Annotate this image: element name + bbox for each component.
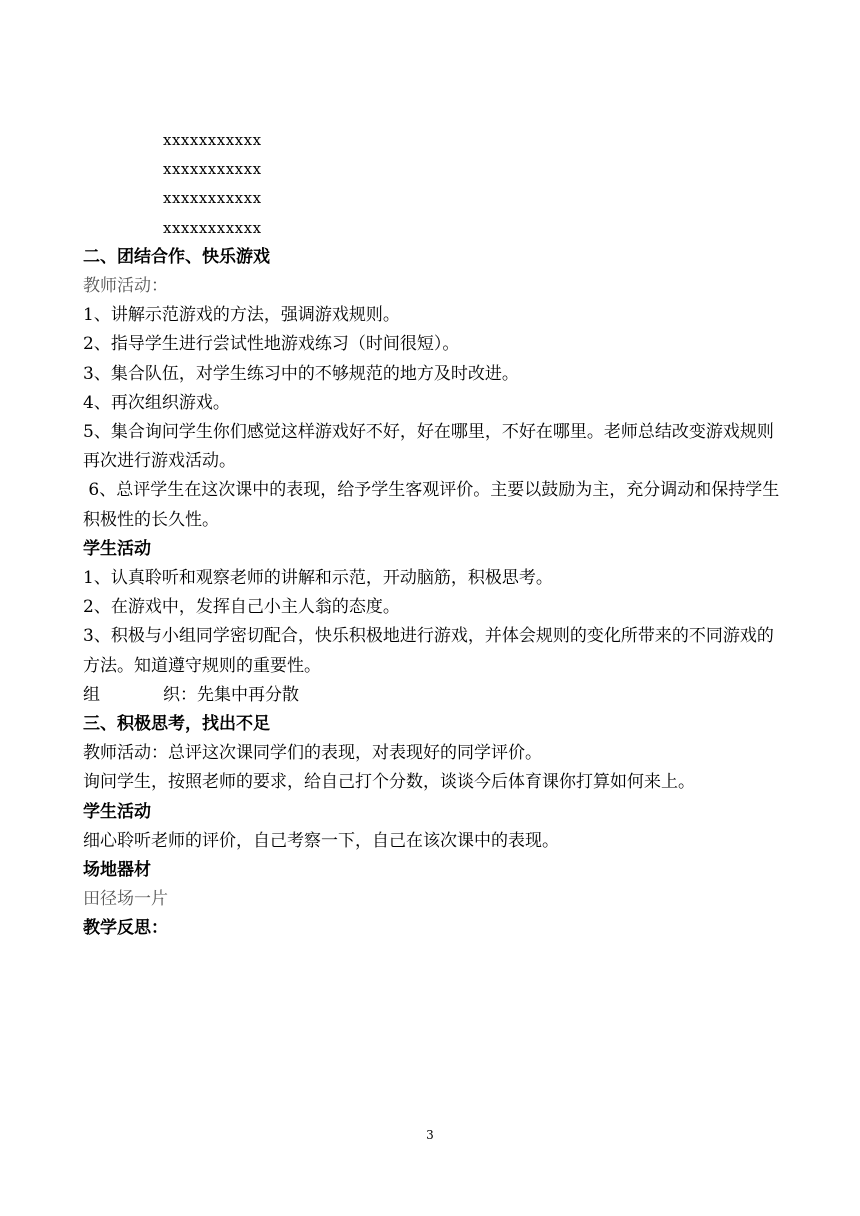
organization-char-1: 组 <box>83 684 100 705</box>
teacher-item: 6、总评学生在这次课中的表现，给予学生客观评价。主要以鼓励为主，充分调动和保持学生积极性的长久性。 <box>83 480 780 530</box>
student-activity-text: 细心聆听老师的评价，自己考察一下，自己在该次课中的表现。 <box>83 830 559 851</box>
formation-row: xxxxxxxxxxx <box>163 131 262 149</box>
formation-row: xxxxxxxxxxx <box>163 160 262 179</box>
student-item: 2、在游戏中，发挥自己小主人翁的态度。 <box>83 597 400 618</box>
teacher-item: 5、集合询问学生你们感觉这样游戏好不好，好在哪里，不好在哪里。老师总结改变游戏规则再次进行游戏活动。 <box>83 422 774 472</box>
venue-text: 田径场一片 <box>83 889 168 910</box>
student-activity-label: 学生活动 <box>83 538 151 559</box>
formation-row: xxxxxxxxxxx <box>163 189 262 208</box>
organization-line <box>83 681 783 710</box>
teacher-activity-text: 教师活动：总评这次课同学们的表现，对表现好的同学评价。 <box>83 743 542 764</box>
student-activity-label: 学生活动 <box>83 801 151 822</box>
student-item: 1、认真聆听和观察老师的讲解和示范，开动脑筋，积极思考。 <box>83 568 553 589</box>
teacher-item: 2、指导学生进行尝试性地游戏练习（时间很短）。 <box>83 334 460 355</box>
teacher-item: 4、再次组织游戏。 <box>83 392 230 413</box>
student-item: 3、积极与小组同学密切配合，快乐积极地进行游戏，并体会规则的变化所带来的不同游戏的方法。知道遵守规则的重要性。 <box>83 626 774 676</box>
document-body <box>83 126 783 944</box>
teacher-item: 1、讲解示范游戏的方法，强调游戏规则。 <box>83 305 400 326</box>
ask-students-text: 询问学生，按照老师的要求，给自己打个分数，谈谈今后体育课你打算如何来上。 <box>83 772 695 793</box>
venue-label: 场地器材 <box>83 860 151 881</box>
teacher-item: 3、集合队伍，对学生练习中的不够规范的地方及时改进。 <box>83 363 519 384</box>
page-number: 3 <box>426 1128 434 1142</box>
reflection-label: 教学反思： <box>83 918 168 939</box>
teacher-activity-label: 教师活动： <box>83 276 168 297</box>
formation-row: xxxxxxxxxxx <box>163 218 262 237</box>
section-heading: 二、团结合作、快乐游戏 <box>83 246 270 267</box>
organization-char-2: 织： <box>163 684 197 705</box>
section-heading: 三、积极思考，找出不足 <box>83 714 270 735</box>
organization-text: 先集中再分散 <box>197 684 299 705</box>
